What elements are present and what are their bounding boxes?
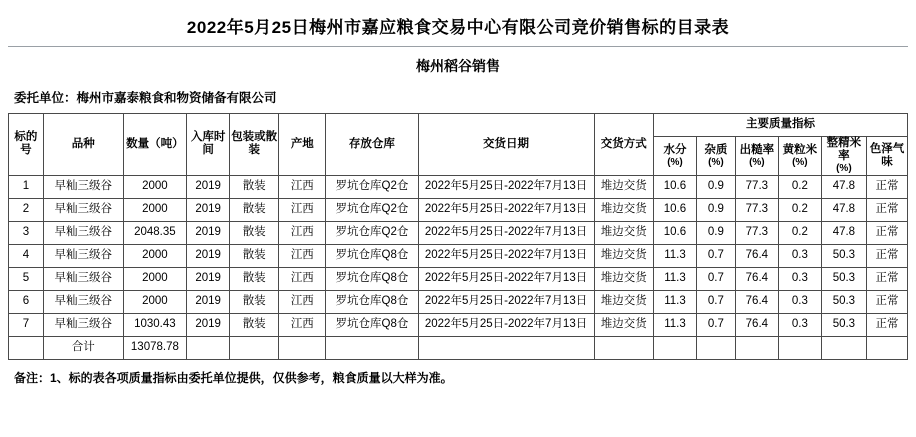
cell-total-quantity: 13078.78 — [123, 336, 186, 359]
col-header-quality-group: 主要质量指标 — [653, 114, 907, 137]
cell-milling-rate: 76.4 — [735, 244, 778, 267]
cell-delivery-date: 2022年5月25日-2022年7月13日 — [418, 221, 594, 244]
cell-total-blank-1 — [187, 336, 230, 359]
cell-whole-milled: 50.3 — [821, 267, 866, 290]
cell-delivery-method: 堆边交货 — [594, 198, 653, 221]
cell-storage-year: 2019 — [187, 290, 230, 313]
table-row — [9, 198, 908, 221]
cell-packing: 散装 — [230, 198, 279, 221]
cell-variety: 早籼三级谷 — [43, 313, 123, 336]
footnote: 备注：1、标的表各项质量指标由委托单位提供，仅供参考，粮食质量以大样为准。 — [14, 370, 453, 385]
cell-total-label: 合计 — [43, 336, 123, 359]
cell-variety: 早籼三级谷 — [43, 198, 123, 221]
cell-serial: 5 — [9, 267, 44, 290]
cell-moisture: 11.3 — [653, 244, 696, 267]
cell-total-blank-9 — [735, 336, 778, 359]
col-header-whole-milled — [821, 137, 866, 176]
cell-storage-year: 2019 — [187, 221, 230, 244]
cell-serial: 2 — [9, 198, 44, 221]
cell-total-blank-8 — [696, 336, 735, 359]
table-row — [9, 313, 908, 336]
cell-impurity: 0.7 — [696, 244, 735, 267]
cell-serial: 6 — [9, 290, 44, 313]
table-header — [9, 114, 908, 176]
col-header-moisture — [653, 137, 696, 176]
cell-total-blank-2 — [230, 336, 279, 359]
cell-packing: 散装 — [230, 221, 279, 244]
cell-delivery-method: 堆边交货 — [594, 221, 653, 244]
cell-color-odor: 正常 — [866, 313, 907, 336]
cell-serial: 4 — [9, 244, 44, 267]
col-header-whole-milled-label: 整精米率 — [826, 137, 862, 163]
col-header-quantity: 数量（吨） — [123, 114, 186, 176]
cell-storage-year: 2019 — [187, 267, 230, 290]
cell-moisture: 11.3 — [653, 267, 696, 290]
cell-variety: 早籼三级谷 — [43, 244, 123, 267]
cell-whole-milled: 50.3 — [821, 313, 866, 336]
cell-moisture: 10.6 — [653, 175, 696, 198]
cell-total-blank-5 — [418, 336, 594, 359]
col-header-origin: 产地 — [279, 114, 326, 176]
table-row — [9, 267, 908, 290]
col-header-milling-rate-unit: (%) — [749, 156, 765, 168]
cell-milling-rate: 77.3 — [735, 198, 778, 221]
cell-milling-rate: 76.4 — [735, 290, 778, 313]
cell-packing: 散装 — [230, 244, 279, 267]
cell-total-blank-4 — [326, 336, 418, 359]
cell-packing: 散装 — [230, 175, 279, 198]
cell-delivery-method: 堆边交货 — [594, 244, 653, 267]
cell-origin: 江西 — [279, 267, 326, 290]
col-header-yellow-rice — [778, 137, 821, 176]
cell-impurity: 0.9 — [696, 221, 735, 244]
cell-color-odor: 正常 — [866, 244, 907, 267]
cell-milling-rate: 76.4 — [735, 267, 778, 290]
col-header-impurity — [696, 137, 735, 176]
cell-delivery-date: 2022年5月25日-2022年7月13日 — [418, 198, 594, 221]
cell-whole-milled: 50.3 — [821, 244, 866, 267]
cell-warehouse: 罗坑仓库Q2仓 — [326, 175, 418, 198]
cell-milling-rate: 76.4 — [735, 313, 778, 336]
cell-yellow-rice: 0.2 — [778, 175, 821, 198]
col-header-packing: 包装或散装 — [230, 114, 279, 176]
cell-packing: 散装 — [230, 313, 279, 336]
cell-packing: 散装 — [230, 267, 279, 290]
cell-delivery-date: 2022年5月25日-2022年7月13日 — [418, 175, 594, 198]
cell-storage-year: 2019 — [187, 175, 230, 198]
cell-color-odor: 正常 — [866, 175, 907, 198]
cell-delivery-date: 2022年5月25日-2022年7月13日 — [418, 267, 594, 290]
table-body — [9, 175, 908, 359]
col-header-warehouse: 存放仓库 — [326, 114, 418, 176]
cell-moisture: 11.3 — [653, 290, 696, 313]
cell-impurity: 0.7 — [696, 267, 735, 290]
cell-origin: 江西 — [279, 175, 326, 198]
cell-total-blank-3 — [279, 336, 326, 359]
cell-quantity: 2000 — [123, 290, 186, 313]
cell-storage-year: 2019 — [187, 313, 230, 336]
cell-yellow-rice: 0.2 — [778, 198, 821, 221]
cell-color-odor: 正常 — [866, 221, 907, 244]
cell-delivery-method: 堆边交货 — [594, 175, 653, 198]
cell-whole-milled: 50.3 — [821, 290, 866, 313]
cell-impurity: 0.7 — [696, 313, 735, 336]
cell-color-odor: 正常 — [866, 267, 907, 290]
col-header-variety: 品种 — [43, 114, 123, 176]
col-header-delivery-method: 交货方式 — [594, 114, 653, 176]
cell-delivery-date: 2022年5月25日-2022年7月13日 — [418, 244, 594, 267]
col-header-milling-rate-label: 出糙率 — [739, 143, 775, 156]
cell-warehouse: 罗坑仓库Q8仓 — [326, 244, 418, 267]
cell-yellow-rice: 0.2 — [778, 221, 821, 244]
cell-serial: 7 — [9, 313, 44, 336]
listing-table — [8, 113, 908, 360]
cell-milling-rate: 77.3 — [735, 221, 778, 244]
cell-quantity: 2000 — [123, 244, 186, 267]
table-row — [9, 175, 908, 198]
cell-packing: 散装 — [230, 290, 279, 313]
cell-origin: 江西 — [279, 221, 326, 244]
page-title: 2022年5月25日梅州市嘉应粮食交易中心有限公司竞价销售标的目录表 — [186, 18, 730, 37]
cell-variety: 早籼三级谷 — [43, 267, 123, 290]
col-header-yellow-rice-label: 黄粒米 — [782, 143, 818, 156]
cell-quantity: 1030.43 — [123, 313, 186, 336]
cell-whole-milled: 47.8 — [821, 221, 866, 244]
cell-total-empty — [9, 336, 44, 359]
col-header-yellow-rice-unit: (%) — [792, 156, 808, 168]
col-header-whole-milled-unit: (%) — [836, 163, 852, 175]
cell-moisture: 11.3 — [653, 313, 696, 336]
col-header-moisture-label: 水分 — [663, 143, 687, 156]
cell-delivery-date: 2022年5月25日-2022年7月13日 — [418, 313, 594, 336]
col-header-serial: 标的号 — [9, 114, 44, 176]
cell-origin: 江西 — [279, 313, 326, 336]
cell-impurity: 0.9 — [696, 198, 735, 221]
cell-whole-milled: 47.8 — [821, 175, 866, 198]
cell-quantity: 2000 — [123, 198, 186, 221]
cell-delivery-method: 堆边交货 — [594, 313, 653, 336]
col-header-impurity-unit: (%) — [708, 156, 724, 168]
cell-warehouse: 罗坑仓库Q2仓 — [326, 221, 418, 244]
cell-variety: 早籼三级谷 — [43, 175, 123, 198]
cell-yellow-rice: 0.3 — [778, 290, 821, 313]
cell-total-blank-6 — [594, 336, 653, 359]
cell-delivery-method: 堆边交货 — [594, 267, 653, 290]
page-subtitle: 梅州稻谷销售 — [416, 58, 500, 74]
table-total-row — [9, 336, 908, 359]
cell-warehouse: 罗坑仓库Q8仓 — [326, 267, 418, 290]
table-row — [9, 290, 908, 313]
cell-moisture: 10.6 — [653, 198, 696, 221]
cell-warehouse: 罗坑仓库Q2仓 — [326, 198, 418, 221]
cell-whole-milled: 47.8 — [821, 198, 866, 221]
consignor-label: 委托单位：梅州市嘉泰粮食和物资储备有限公司 — [14, 91, 277, 105]
table-row — [9, 221, 908, 244]
cell-total-blank-7 — [653, 336, 696, 359]
cell-warehouse: 罗坑仓库Q8仓 — [326, 290, 418, 313]
cell-serial: 1 — [9, 175, 44, 198]
cell-color-odor: 正常 — [866, 290, 907, 313]
cell-yellow-rice: 0.3 — [778, 313, 821, 336]
cell-total-blank-11 — [821, 336, 866, 359]
col-header-milling-rate — [735, 137, 778, 176]
cell-quantity: 2048.35 — [123, 221, 186, 244]
cell-quantity: 2000 — [123, 267, 186, 290]
cell-origin: 江西 — [279, 244, 326, 267]
cell-yellow-rice: 0.3 — [778, 267, 821, 290]
col-header-moisture-unit: (%) — [667, 156, 683, 168]
cell-origin: 江西 — [279, 290, 326, 313]
cell-yellow-rice: 0.3 — [778, 244, 821, 267]
cell-storage-year: 2019 — [187, 198, 230, 221]
cell-variety: 早籼三级谷 — [43, 290, 123, 313]
cell-storage-year: 2019 — [187, 244, 230, 267]
cell-origin: 江西 — [279, 198, 326, 221]
header-row-group — [9, 114, 908, 137]
col-header-color-odor: 色泽气味 — [866, 137, 907, 176]
cell-variety: 早籼三级谷 — [43, 221, 123, 244]
cell-total-blank-10 — [778, 336, 821, 359]
col-header-storage-year: 入库时间 — [187, 114, 230, 176]
cell-delivery-method: 堆边交货 — [594, 290, 653, 313]
cell-impurity: 0.9 — [696, 175, 735, 198]
col-header-delivery-date: 交货日期 — [418, 114, 594, 176]
cell-warehouse: 罗坑仓库Q8仓 — [326, 313, 418, 336]
col-header-impurity-label: 杂质 — [704, 143, 728, 156]
cell-impurity: 0.7 — [696, 290, 735, 313]
cell-moisture: 10.6 — [653, 221, 696, 244]
cell-color-odor: 正常 — [866, 198, 907, 221]
cell-quantity: 2000 — [123, 175, 186, 198]
table-row — [9, 244, 908, 267]
cell-delivery-date: 2022年5月25日-2022年7月13日 — [418, 290, 594, 313]
cell-total-blank-12 — [866, 336, 907, 359]
cell-milling-rate: 77.3 — [735, 175, 778, 198]
cell-serial: 3 — [9, 221, 44, 244]
